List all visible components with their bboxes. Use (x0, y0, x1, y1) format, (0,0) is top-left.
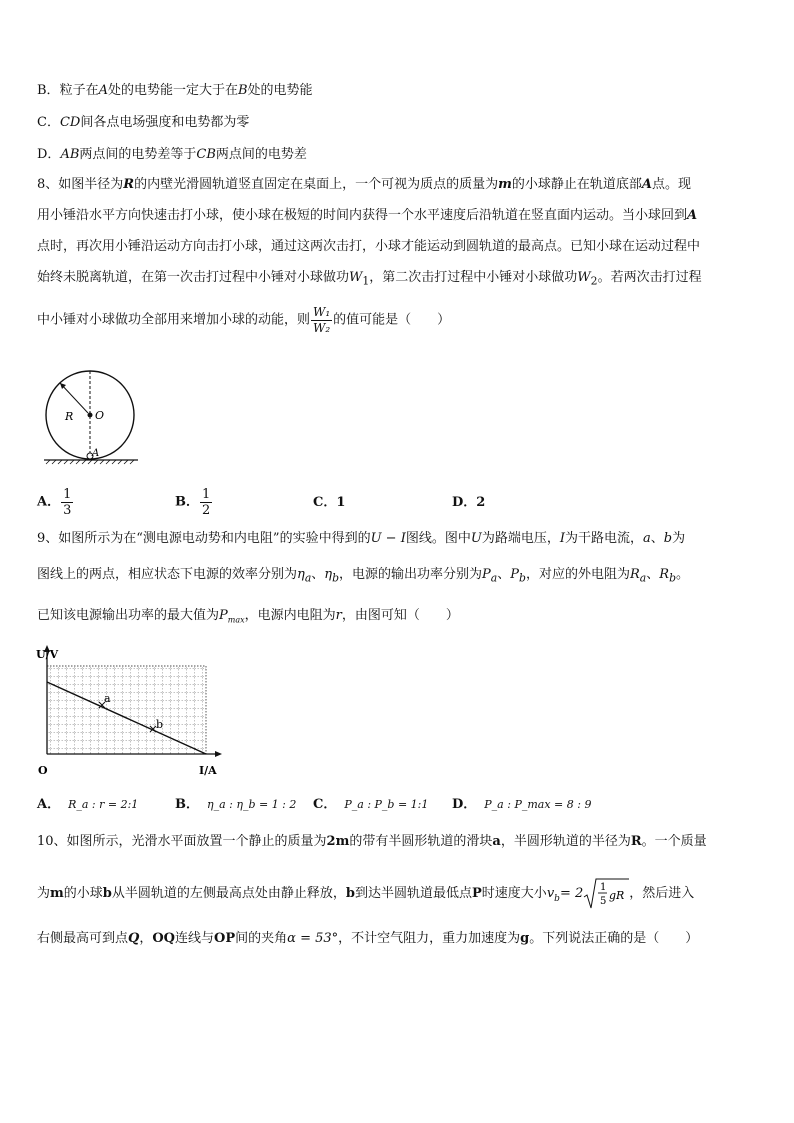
q9-option-a: A． R_a : r = 2:1 (37, 797, 139, 812)
q8-line-5: 中小锤对小球做功全部用来增加小球的动能，则 $\frac{\text{W₁}}{\text{W₂}}$ 的值可能是（ ） (37, 305, 451, 335)
sqrt-expression (583, 877, 629, 911)
fraction-w1-w2: $\frac{\text{W₁}}{\text{W₂}}$ (313, 305, 331, 335)
q10-line-1: 10、如图所示，光滑水平面放置一个静止的质量为2m的带有半圆形轨道的滑块a，半圆形轨道的半径为R。一个质量 (37, 834, 707, 849)
q9-line-3: 已知该电源输出功率的最大值为$P_{max}$，电源内电阻为r，由图可知（ ） (37, 608, 459, 625)
q9-option-c: C． P_a : P_b = 1:1 (313, 797, 429, 812)
svg-text:gR: gR (609, 889, 625, 902)
q9-option-b: B． η_a : η_b = 1 : 2 (175, 797, 297, 812)
q8-option-c: C．1 (313, 495, 346, 510)
q7-option-d: D．AB两点间的电势差等于CB两点间的电势差 (37, 147, 307, 162)
q8-line-2: 用小锤沿水平方向快速击打小球，使小球在极短的时间内获得一个水平速度后沿轨道在竖直面内运动。当小球回到A (37, 208, 698, 223)
svg-text:1: 1 (600, 882, 607, 893)
q10-line-3: 右侧最高可到点Q，OQ连线与OP间的夹角α = 53°，不计空气阻力，重力加速度为g。下列说法正确的是（ ） (37, 931, 699, 946)
q8-option-a: A． $\frac{1}{3}$ (37, 487, 72, 518)
label-r: R (65, 410, 74, 423)
circle-track-diagram (42, 368, 142, 466)
u-i-graph (34, 644, 224, 778)
q8-line-3: 点时，再次用小锤沿运动方向击打小球，通过这两次击打，小球才能运动到圆轨道的最高点。已知小球在运动过程中 (37, 239, 701, 254)
y-axis-label: U/V (36, 648, 59, 661)
q8-line-4: 始终未脱离轨道，在第一次击打过程中小锤对小球做功$W_1$，第二次击打过程中小锤对小球做功$W_2$。若两次击打过程 (37, 270, 702, 288)
q8-line-1: 8、如图半径为R的内壁光滑圆轨道竖直固定在桌面上，一个可视为质点的质量为m的小球静止在轨道底部A点。现 (37, 177, 691, 192)
label-a: A (92, 448, 100, 459)
point-b-label: b (156, 718, 164, 731)
q9-option-d: D． P_a : P_max = 8 : 9 (452, 797, 592, 812)
option-label: B． (37, 83, 60, 98)
q8-option-b: B． $\frac{1}{2}$ (175, 487, 211, 518)
q8-option-d: D．2 (452, 495, 486, 510)
q7-option-c: C．CD间各点电场强度和电势都为零 (37, 115, 250, 130)
q10-line-2: 为m的小球b从半圆轨道的左侧最高点处由静止释放，b到达半圆轨道最低点P时速度大小$v_b= 2$ 1 5 gR ，然后进入 (37, 877, 694, 911)
point-a-label: a (104, 692, 111, 705)
q9-line-1: 9、如图所示为在“测电源电动势和内电阻”的实验中得到的U − I图线。图中U为路端电压，I为干路电流，a、b为 (37, 531, 686, 546)
origin-label: O (38, 764, 48, 777)
x-axis-label: I/A (199, 764, 217, 777)
q9-line-2: 图线上的两点，相应状态下电源的效率分别为$\eta_a$、$\eta_b$，电源的输出功率分别为$P_a$、$P_b$，对应的外电阻为$R_a$、$R_b$。 (37, 567, 690, 585)
q7-option-b: B．粒子在A处的电势能一定大于在B处的电势能 (37, 83, 313, 98)
label-o: O (95, 409, 105, 422)
svg-text:5: 5 (600, 896, 607, 907)
